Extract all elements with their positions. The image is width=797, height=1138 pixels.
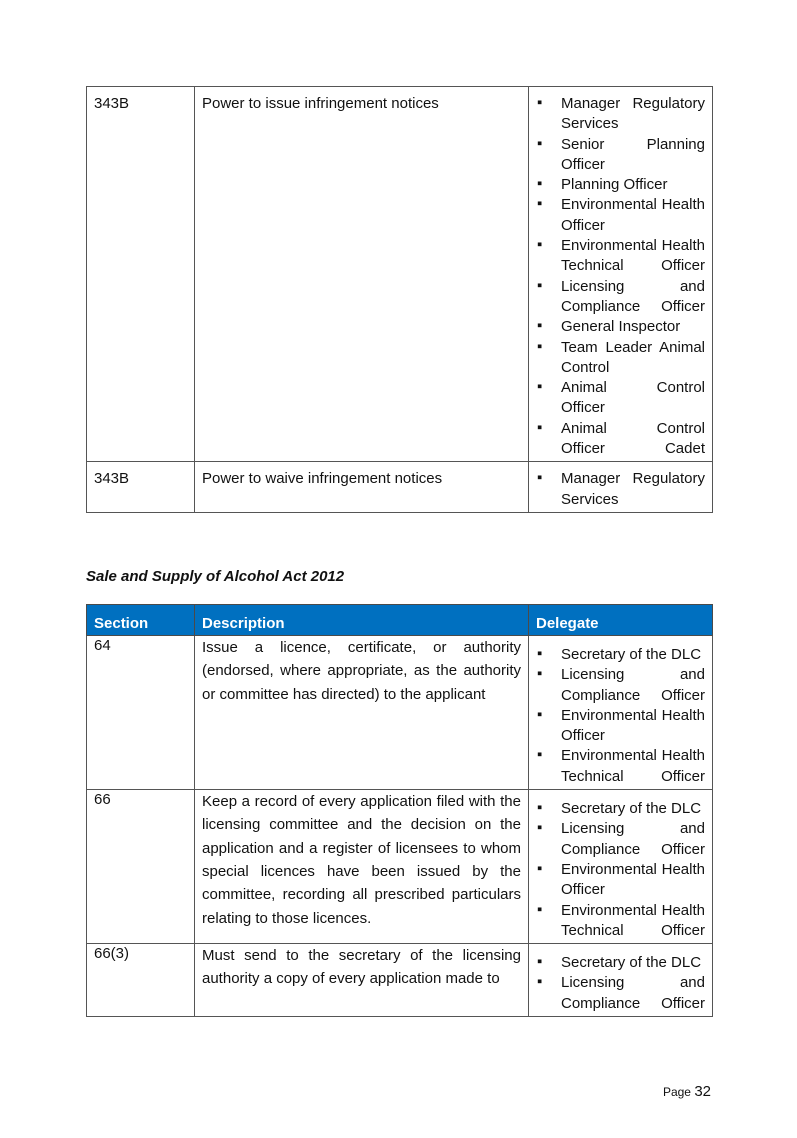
delegate-cell [529,790,713,944]
list-item: ▪ General Inspector [536,317,705,337]
list-item: ▪ Animal Control Officer [536,378,705,419]
delegate-list [536,799,705,941]
description-cell: Keep a record of every application filed with the licensing committee and the decision on the application and a register of licensees to whom special licences have been issued by the committee, recording all prescribed particulars relating to those licences. [195,790,529,944]
list-item: ▪ Environmental Health Officer [536,195,705,236]
list-item: ▪ Environmental Health Officer [536,706,705,747]
description-header: Description [195,605,529,636]
section-cell: 66 [87,790,195,944]
page-label: Page [662,1085,691,1099]
description-cell: Power to issue infringement notices [195,87,529,462]
description-cell: Issue a licence, certificate, or authority (endorsed, where appropriate, as the authority or committee has directed) to the applicant [195,636,529,790]
description-cell: Power to waive infringement notices [195,462,529,513]
header-row [87,605,713,636]
list-item: ▪ Senior Planning Officer [536,135,705,176]
list-item: ▪ Licensing and Compliance Officer [536,819,705,860]
table-row [87,87,713,462]
alcohol-act-delegations-table [86,604,713,1017]
delegate-header: Delegate [529,605,713,636]
page-number [663,1083,711,1100]
list-item: ▪ Environmental Health Technical Officer [536,901,705,942]
list-item: ▪ Environmental Health Officer [536,860,705,901]
delegate-cell [529,462,713,513]
list-item: ▪ Environmental Health Technical Officer [536,746,705,787]
list-item: ▪ Manager Regulatory Services [536,94,705,135]
act-heading: Sale and Supply of Alcohol Act 2012 [86,568,345,585]
delegate-list [536,645,705,787]
section-cell: 66(3) [87,944,195,1017]
table-row [87,462,713,513]
list-item: ▪ Manager Regulatory Services [536,469,705,510]
delegate-cell [529,87,713,462]
list-item: ▪ Animal Control Officer Cadet [536,419,705,460]
list-item: ▪ Environmental Health Technical Officer [536,236,705,277]
delegations-table-continued [86,86,713,513]
table-row [87,944,713,1017]
description-cell: Must send to the secretary of the licensing authority a copy of every application made to [195,944,529,1017]
delegate-list [536,94,705,459]
table-row [87,636,713,790]
section-header: Section [87,605,195,636]
list-item: ▪ Licensing and Compliance Officer [536,665,705,706]
section-cell: 343B [87,87,195,462]
delegate-cell [529,636,713,790]
list-item: ▪ Licensing and Compliance Officer [536,973,705,1014]
list-item: ▪ Secretary of the DLC [536,799,705,819]
delegate-list [536,469,705,510]
list-item: ▪ Team Leader Animal Control [536,338,705,379]
list-item: ▪ Licensing and Compliance Officer [536,277,705,318]
table-row [87,790,713,944]
page-number-value: 32 [694,1083,711,1100]
section-cell: 343B [87,462,195,513]
list-item: ▪ Secretary of the DLC [536,953,705,973]
list-item: ▪ Planning Officer [536,175,705,195]
section-cell: 64 [87,636,195,790]
list-item: ▪ Secretary of the DLC [536,645,705,665]
delegate-list [536,953,705,1014]
delegate-cell [529,944,713,1017]
